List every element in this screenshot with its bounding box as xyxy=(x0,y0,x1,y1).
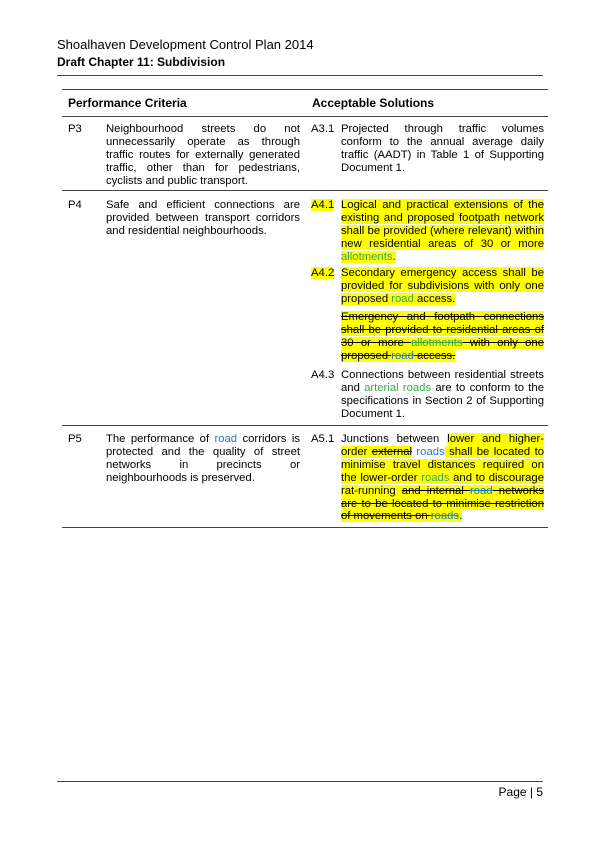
column-header-solutions: Acceptable Solutions xyxy=(312,96,435,110)
a5-1-part-8: and to discourage rat-running xyxy=(341,471,544,497)
a5-1-part-3: external xyxy=(371,445,412,458)
a4-2-text-start: Secondary emergency access shall be provided for subdivisions with only one proposed xyxy=(341,267,544,305)
a4-3-text-start: Connections between residential streets and xyxy=(341,369,544,394)
a4-3-term-arterial-roads: arterial roads xyxy=(364,381,432,394)
row-rule xyxy=(62,190,548,191)
solution-id-a4-1 xyxy=(311,199,334,212)
solution-id-a4-2-label: A4.2 xyxy=(311,267,335,279)
footer-rule xyxy=(57,781,543,782)
a5-1-part-7: roads xyxy=(421,471,450,484)
struck-term-road: road xyxy=(391,349,414,362)
solution-id-a4-2 xyxy=(311,267,334,280)
solution-text-a4-2 xyxy=(341,267,544,306)
a5-1-part-5: roads xyxy=(416,445,445,458)
a5-1-part-13: . xyxy=(459,510,463,523)
a5-1-part-9: and internal xyxy=(401,484,471,497)
column-header-performance: Performance Criteria xyxy=(68,96,187,110)
criteria-text-p3: Neighbourhood streets do not unnecessarily operate as through traffic routes for externally generated traffic, other than for pedestrians, cyclists and public transport. xyxy=(106,123,300,187)
criteria-text-p4: Safe and efficient connections are provided between transport corridors and residential neighbourhoods. xyxy=(106,199,300,237)
a5-1-part-6: shall be located to minimise travel distances required on the lower-order xyxy=(341,445,544,484)
header-rule xyxy=(57,75,543,76)
a4-1-text-end: . xyxy=(392,250,396,263)
a4-1-term-allotments: allotments xyxy=(341,250,393,263)
p5-text-start: The performance of xyxy=(106,433,215,445)
solution-id-a4-3: A4.3 xyxy=(311,369,335,381)
table-bottom-rule xyxy=(62,527,548,528)
a4-1-text-start: Logical and practical extensions of the existing and proposed footpath network shall be provided (where relevant) within new residential areas of 30 or more xyxy=(341,199,544,250)
document-title: Shoalhaven Development Control Plan 2014 xyxy=(57,37,314,52)
solution-id-a5-1: A5.1 xyxy=(311,433,335,445)
solution-id-a3-1: A3.1 xyxy=(311,123,335,135)
table-header-rule xyxy=(62,116,548,117)
solution-text-a4-1 xyxy=(341,199,544,264)
solution-text-a5-1 xyxy=(341,433,544,523)
a5-1-part-11: networks are to be located to minimise restriction of movements on xyxy=(341,484,544,523)
struck-text-start: Emergency and footpath connections shall be provided to residential areas of 30 or more xyxy=(341,311,544,349)
a5-1-part-12: roads xyxy=(430,510,460,523)
criteria-id-p3: P3 xyxy=(68,123,82,135)
criteria-id-p4: P4 xyxy=(68,199,82,211)
a4-2-text-end: access. xyxy=(413,292,456,305)
solution-text-a3-1: Projected through traffic volumes conform to the annual average daily traffic (AADT) in Table 1 of Supporting Document 1. xyxy=(341,123,544,174)
a4-3-text-end: are to conform to the specifications in Section 2 of Supporting Document 1. xyxy=(341,381,544,420)
struck-term-allotments: allotments xyxy=(411,336,463,349)
struck-text-middle: with only one proposed xyxy=(341,336,544,362)
criteria-text-p5 xyxy=(106,433,300,485)
p5-term-road: road xyxy=(214,433,238,445)
a5-1-part-10: road xyxy=(470,484,493,497)
struck-text-end: access. xyxy=(413,349,456,362)
row-rule xyxy=(62,425,548,426)
p5-text-end: corridors is protected and the quality of street networks in precincts or neighbourhoods is preserved. xyxy=(106,433,300,484)
solution-text-a4-3 xyxy=(341,369,544,421)
struck-solution-text xyxy=(341,311,544,363)
solution-id-a4-1-label: A4.1 xyxy=(311,199,335,211)
table-top-rule xyxy=(62,89,548,90)
a4-2-term-road: road xyxy=(391,292,414,305)
criteria-id-p5: P5 xyxy=(68,433,82,445)
a5-1-part-2: lower and higher-order xyxy=(341,433,544,458)
chapter-title: Draft Chapter 11: Subdivision xyxy=(57,55,226,69)
a5-1-part-1: Junctions between xyxy=(341,433,448,445)
page-number: Page | 5 xyxy=(498,785,543,799)
